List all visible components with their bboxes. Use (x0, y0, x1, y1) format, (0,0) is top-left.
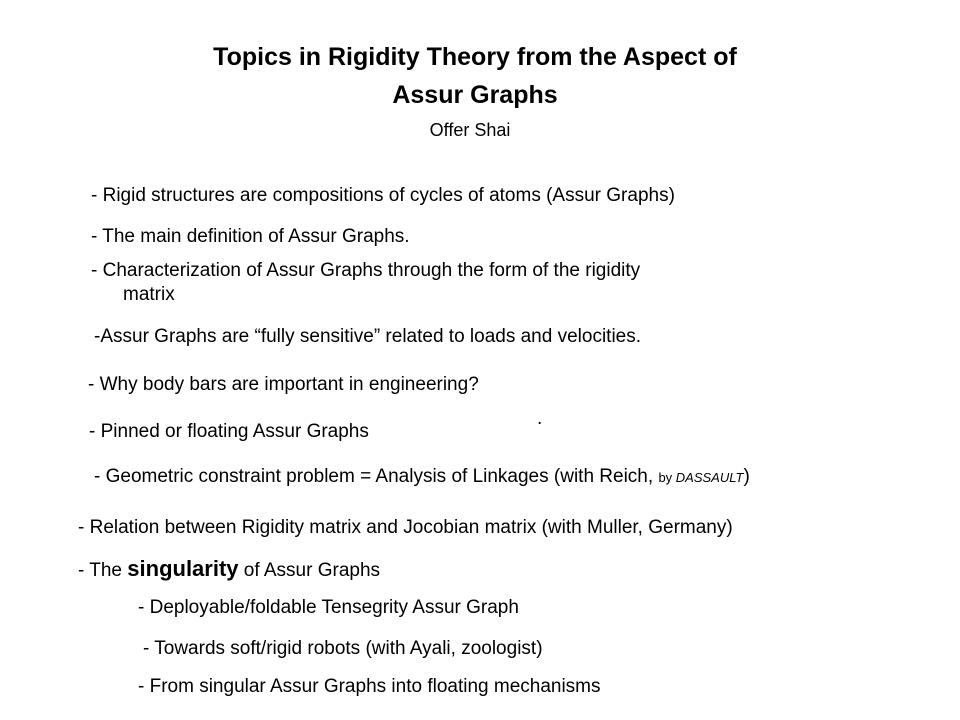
bullet-geometric-constraint-by: by (658, 470, 676, 485)
stray-dot: . (537, 408, 543, 429)
bullet-characterization (91, 259, 640, 307)
bullet-pinned-floating: - Pinned or floating Assur Graphs (89, 421, 369, 442)
bullet-singularity-suffix: of Assur Graphs (238, 560, 381, 581)
bullet-geometric-constraint-end: ) (743, 466, 750, 487)
bullet-geometric-constraint (94, 465, 750, 490)
bullet-singularity-prefix: - The (78, 560, 128, 581)
bullet-rigidity-jacobian: - Relation between Rigidity matrix and Jocobian matrix (with Muller, Germany) (78, 517, 733, 538)
bullet-main-definition: - The main definition of Assur Graphs. (91, 226, 410, 247)
title-line-1: Topics in Rigidity Theory from the Aspect of (213, 43, 737, 71)
title-line-2: Assur Graphs (392, 81, 558, 109)
bullet-characterization-line-1: - Characterization of Assur Graphs through the form of the rigidity (91, 260, 641, 281)
bullet-floating-mechanisms: - From singular Assur Graphs into floating mechanisms (138, 676, 601, 697)
bullet-geometric-constraint-text: - Geometric constraint problem = Analysis of Linkages (with Reich, (94, 466, 659, 487)
bullet-body-bars: - Why body bars are important in engineering? (88, 374, 479, 395)
author-name: Offer Shai (429, 120, 511, 140)
singularity-emphasis: singularity (127, 556, 239, 581)
bullet-characterization-line-2: matrix (123, 284, 175, 305)
bullet-soft-robots: - Towards soft/rigid robots (with Ayali, zoologist) (143, 638, 543, 659)
slide-title (0, 38, 950, 114)
company-name: DASSAULT (675, 470, 744, 485)
bullet-rigid-structures: - Rigid structures are compositions of cycles of atoms (Assur Graphs) (91, 185, 675, 206)
bullet-fully-sensitive: -Assur Graphs are “fully sensitive” related to loads and velocities. (94, 326, 642, 347)
bullet-tensegrity: - Deployable/foldable Tensegrity Assur Graph (138, 597, 519, 618)
bullet-singularity (78, 557, 380, 583)
